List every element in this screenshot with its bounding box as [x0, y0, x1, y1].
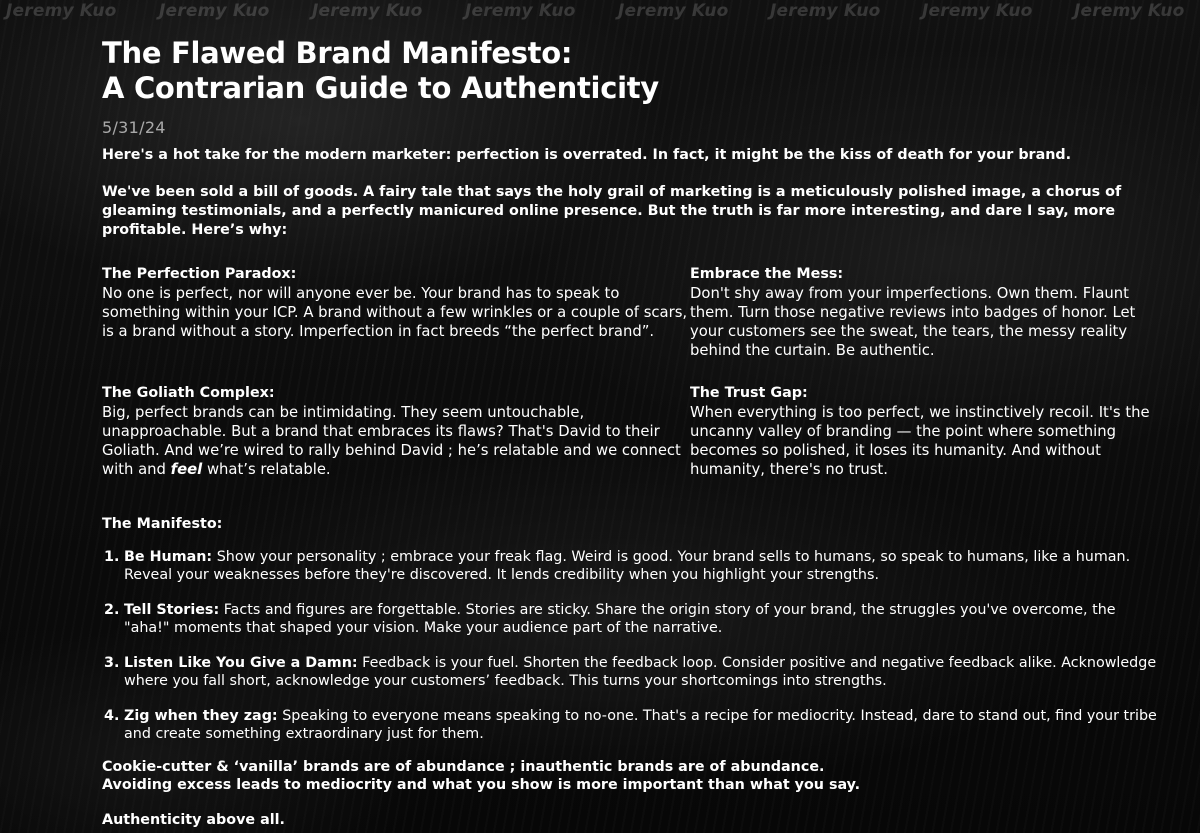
item-text: Speaking to everyone means speaking to no-one. That's a recipe for mediocrity. Instead, dare to stand out, find your tribe and create something extraordinary just for them.	[124, 708, 1157, 742]
manifesto-item-listen	[102, 654, 1162, 690]
item-label: Tell Stories:	[124, 602, 220, 618]
article	[102, 36, 1162, 829]
title-line-2: A Contrarian Guide to Authenticity	[102, 71, 659, 105]
item-number: 4.	[104, 708, 120, 724]
manifesto-item-tell-stories	[102, 601, 1162, 637]
section-body: When everything is too perfect, we instinctively recoil. It's the uncanny valley of branding — the point where something becomes so polished, it loses its humanity. And without humanity, there's no trust.	[690, 404, 1150, 478]
item-text: Feedback is your fuel. Shorten the feedback loop. Consider positive and negative feedback alike. Acknowledge where you fall short, acknowledge your customers’ feedback. This turns your shortcomings into strengths.	[124, 655, 1157, 689]
watermark-text: Jeremy Kuo	[6, 1, 117, 21]
section-heading: The Perfection Paradox:	[102, 266, 297, 282]
intro-paragraph-2: We've been sold a bill of goods. A fairy tale that says the holy grail of marketing is a meticulously polished image, a chorus of gleaming testimonials, and a perfectly manicured online presence. But the truth is far more interesting, and dare I say, more profitable. Here’s why:	[102, 184, 1122, 238]
item-number: 1.	[104, 549, 120, 565]
item-label: Be Human:	[124, 549, 213, 565]
section-heading: The Trust Gap:	[690, 385, 808, 401]
watermark-text: Jeremy Kuo	[922, 1, 1033, 21]
section-heading: Embrace the Mess:	[690, 266, 844, 282]
emphasis-text: feel	[170, 461, 203, 478]
item-label: Listen Like You Give a Damn:	[124, 655, 358, 671]
manifesto-heading: The Manifesto:	[102, 516, 223, 532]
reasons-grid	[102, 265, 1162, 479]
section-body	[102, 403, 690, 479]
manifesto-item-be-human	[102, 548, 1162, 584]
section-body: Don't shy away from your imperfections. Own them. Flaunt them. Turn those negative reviews into badges of honor. Let your customers see the sweat, the tears, the messy reality behind the curtain. Be authentic.	[690, 285, 1136, 359]
section-trust-gap	[690, 384, 1160, 479]
closing-line-1: Cookie-cutter & ‘vanilla’ brands are of abundance ; inauthentic brands are of abundance.	[102, 759, 825, 775]
closing-line-2: Avoiding excess leads to mediocrity and what you show is more important than what you say.	[102, 777, 861, 793]
watermark-text: Jeremy Kuo	[312, 1, 423, 21]
manifesto-list	[102, 548, 1162, 743]
item-text: Show your personality ; embrace your freak flag. Weird is good. Your brand sells to humans, so speak to humans, like a human. Reveal your weaknesses before they're discovered. It lends credibility when you highlight your strengths.	[124, 549, 1131, 583]
watermark-text: Jeremy Kuo	[465, 1, 576, 21]
watermark-text: Jeremy Kuo	[618, 1, 729, 21]
section-body-text: Big, perfect brands can be intimidating. They seem untouchable, unapproachable. But a brand that embraces its flaws? That's David to their Goliath. And we’re wired to rally behind David ; he’s relatable and we connect with and	[102, 404, 681, 478]
section-body: No one is perfect, nor will anyone ever be. Your brand has to speak to something within your ICP. A brand without a few wrinkles or a couple of scars, is a brand without a story. Imperfection in fact breeds “the perfect brand”.	[102, 285, 688, 340]
intro-paragraph-1: Here's a hot take for the modern marketer: perfection is overrated. In fact, it might be the kiss of death for your brand.	[102, 147, 1072, 163]
section-perfection-paradox	[102, 265, 690, 360]
watermark-text: Jeremy Kuo	[770, 1, 881, 21]
section-heading: The Goliath Complex:	[102, 385, 275, 401]
section-embrace-the-mess	[690, 265, 1160, 360]
item-number: 3.	[104, 655, 120, 671]
section-goliath-complex	[102, 384, 690, 479]
item-text: Facts and figures are forgettable. Stories are sticky. Share the origin story of your brand, the struggles you've overcome, the "aha!" moments that shaped your vision. Make your audience part of the narrative.	[124, 602, 1116, 636]
closing-line-3: Authenticity above all.	[102, 812, 285, 828]
watermark-text: Jeremy Kuo	[159, 1, 270, 21]
section-body-text: what’s relatable.	[202, 461, 331, 478]
publish-date: 5/31/24	[102, 118, 166, 137]
page-title	[102, 36, 1162, 106]
item-label: Zig when they zag:	[124, 708, 278, 724]
watermark-row	[0, 0, 1200, 26]
title-line-1: The Flawed Brand Manifesto:	[102, 36, 573, 70]
item-number: 2.	[104, 602, 120, 618]
manifesto-item-zig	[102, 707, 1162, 743]
watermark-text: Jeremy Kuo	[1074, 1, 1185, 21]
